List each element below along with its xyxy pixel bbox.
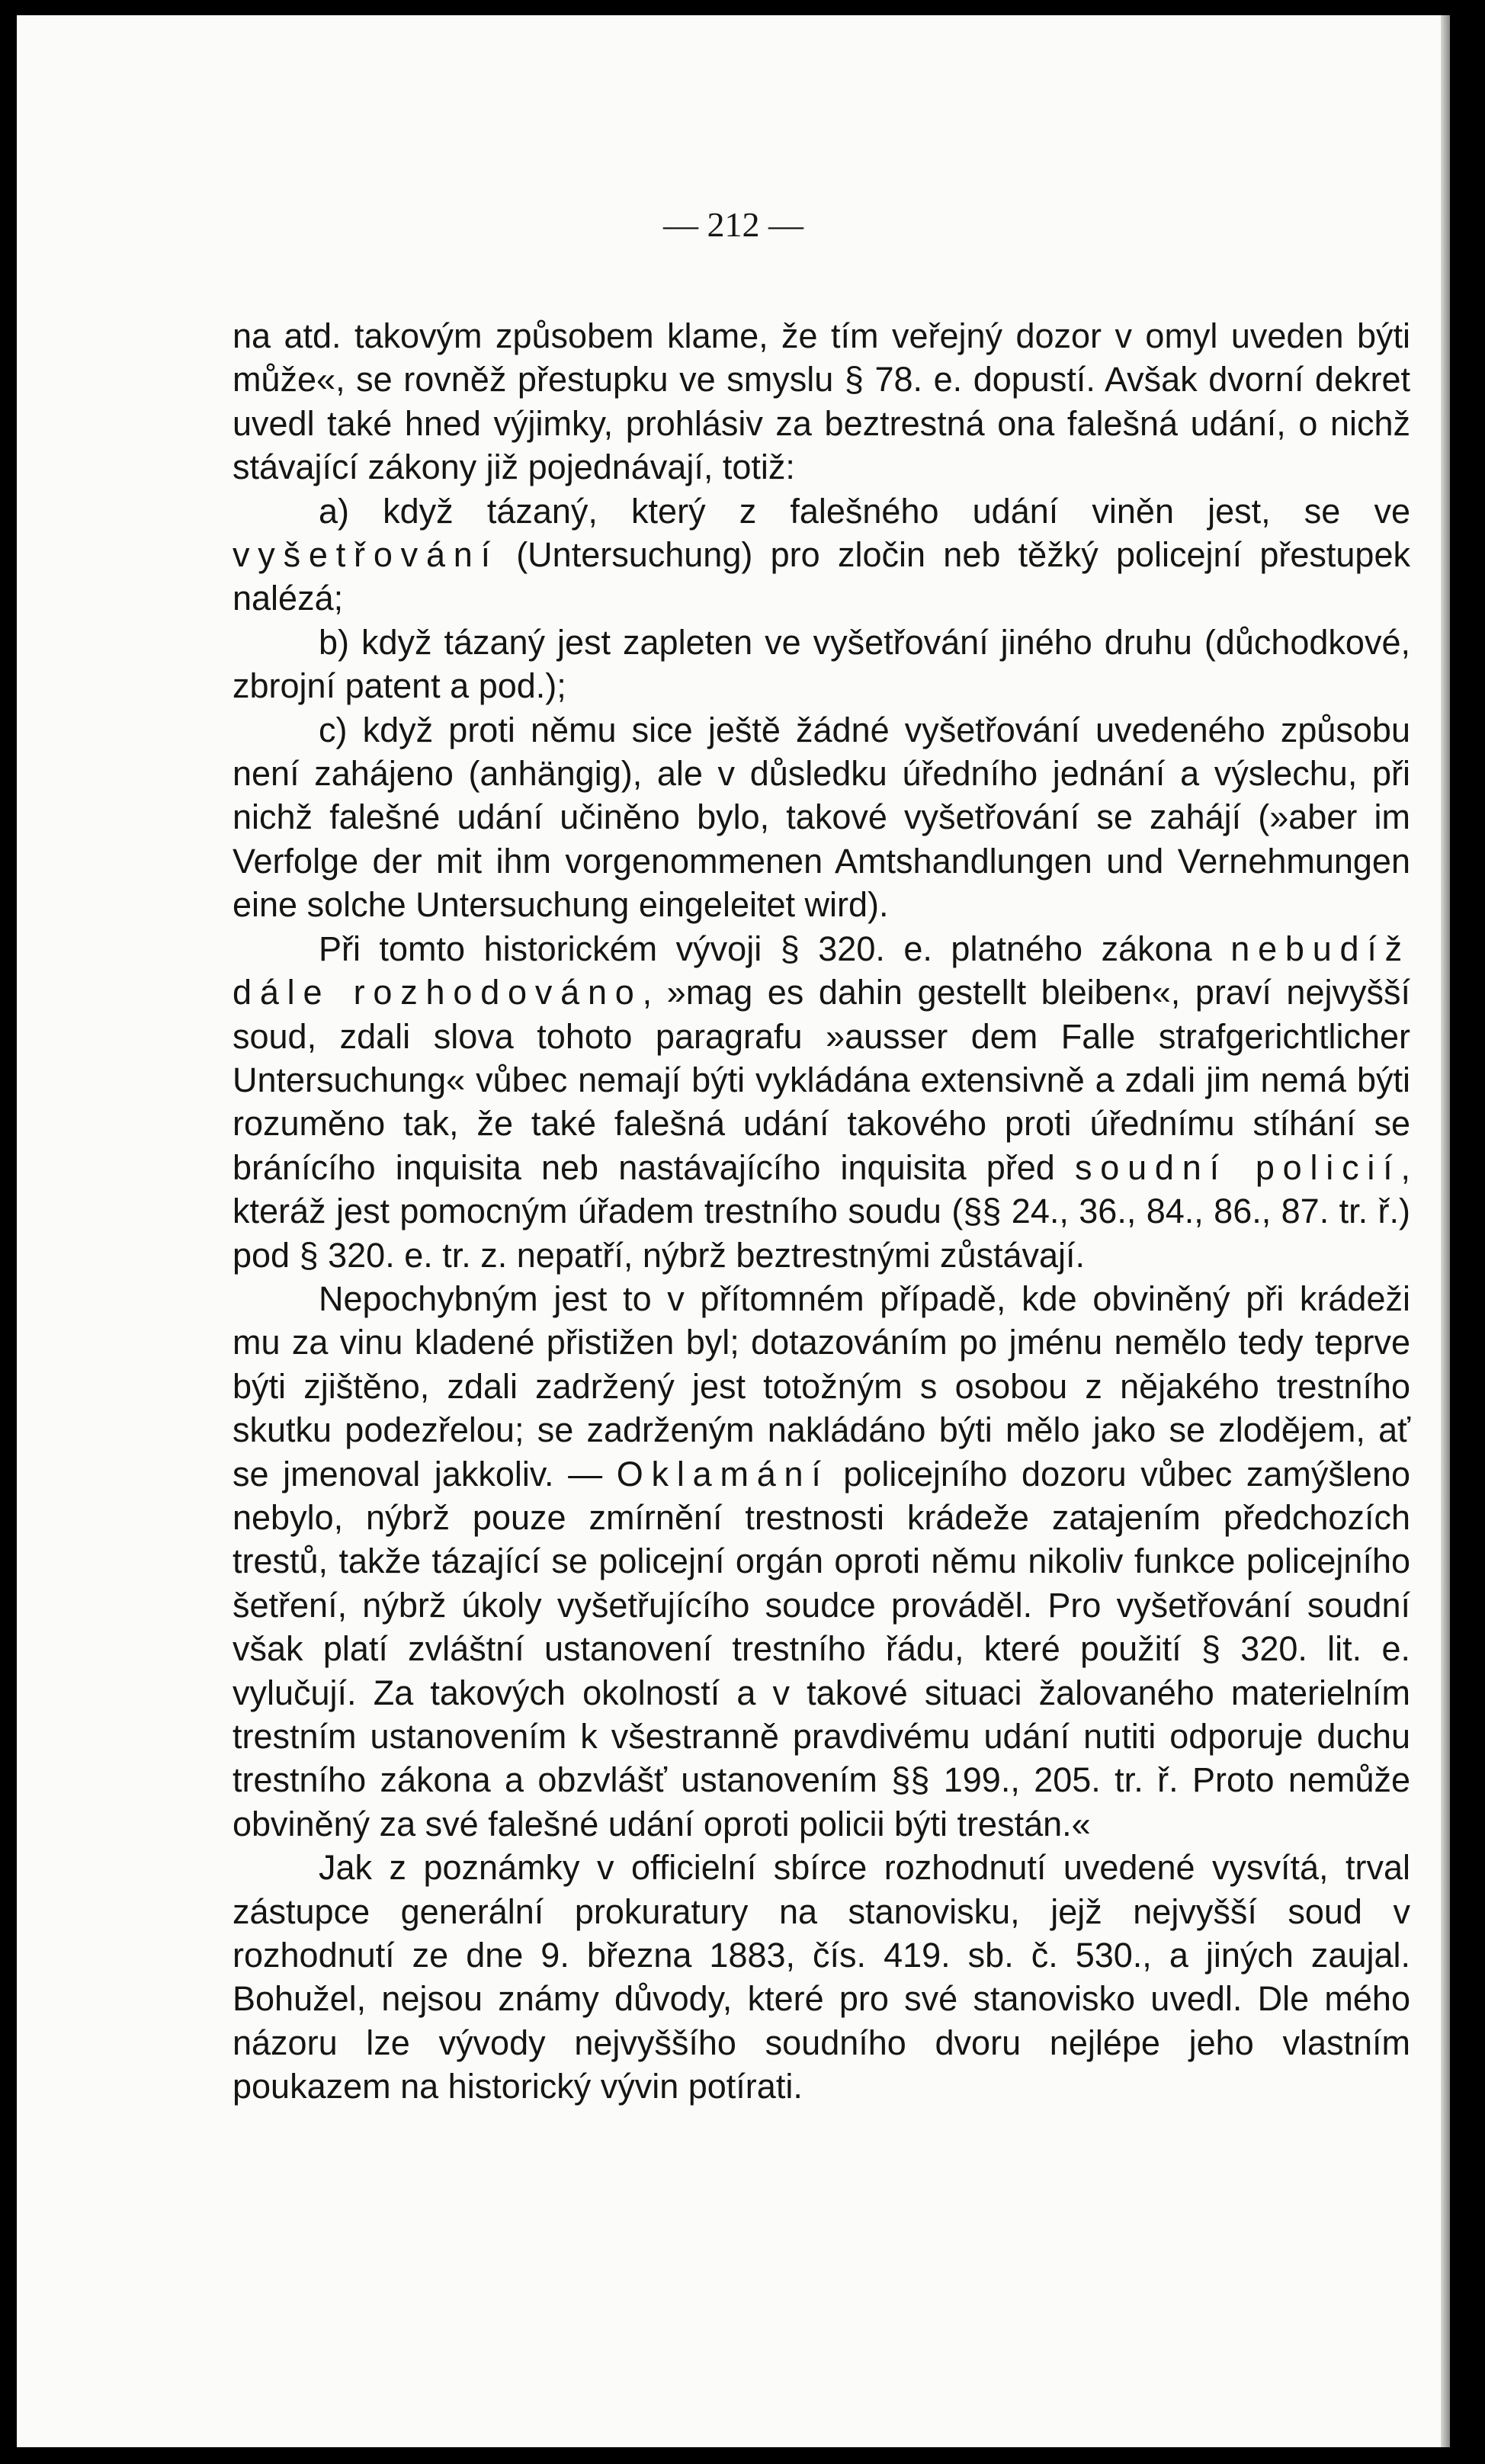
- spaced-term-vysetrovani: vyšetřování: [233, 535, 499, 575]
- paragraph-6-text-a: Nepochybným jest to v přítomném případě, kde obviněný při krádeži mu za vinu kladené přistižen byl; dotazováním po jménu nemělo tedy teprve býti zjištěno, zdali zadržený jest totožným s osobou z nějakého trestního skutku podezřelou; se zadrženým nakládáno býti mělo jako se zlodějem, ať se jmenoval jakkoliv. —: [233, 1279, 1410, 1493]
- paragraph-5-text-a: Při tomto historickém vývoji § 320. e. platného zákona: [319, 929, 1231, 968]
- spaced-term-nebudiz: nebudíž dále rozhodováno: [233, 929, 1410, 1012]
- body-text: [233, 314, 1410, 2109]
- paragraph-5-text-b: , »mag es dahin gestellt bleiben«, praví nejvyšší soud, zdali slova tohoto paragrafu »ausser dem Falle strafgerichtlicher Untersuchung« vůbec nemají býti vykládána extensivně a zdali jim nemá býti rozuměno tak, že také falešná udání takového proti úřednímu stíhání se bránícího inquisita neb nastávajícího inquisita před: [233, 973, 1410, 1187]
- page-number: — 212 —: [663, 205, 803, 244]
- spaced-term-oklamani: Oklamání: [616, 1454, 829, 1493]
- page-edge: [1441, 15, 1450, 2447]
- paragraph-5: [233, 927, 1410, 1277]
- paragraph-2-text-a: a) když tázaný, který z falešného udání viněn jest, se ve: [319, 491, 1410, 531]
- paragraph-7: Jak z poznámky v officielní sbírce rozhodnutí uvedené vysvítá, trval zástupce generální prokuratury na stanovisku, jejž nejvyšší soud v rozhodnutí ze dne 9. března 1883, čís. 419. sb. č. 530., a jiných zaujal. Bohužel, nejsou známy důvody, které pro své stanovisko uvedl. Dle mého názoru lze vývody nejvyššího soudního dvoru nejlépe jeho vlastním poukazem na historický vývin potírati.: [233, 1848, 1410, 2106]
- paragraph-2: [233, 489, 1410, 621]
- paragraph-6: [233, 1277, 1410, 1846]
- spaced-term-soudni-policii: soudní policií: [1074, 1147, 1401, 1187]
- paragraph-1: na atd. takovým způsobem klame, že tím veřejný dozor v omyl uveden býti může«, se rovněž přestupku ve smyslu § 78. e. dopustí. Avšak dvorní dekret uvedl také hned výjimky, prohlásiv za beztrestná ona falešná udání, o nichž stávající zákony již pojednávají, totiž:: [233, 316, 1410, 487]
- paragraph-4: c) když proti němu sice ještě žádné vyšetřování uvedeného způsobu není zahájeno (anhängig), ale v důsledku úředního jednání a výslechu, při nichž falešné udání učiněno bylo, takové vyšetřování se zahájí (»aber im Verfolge der mit ihm vorgenommenen Amtshandlungen und Vernehmungen eine solche Untersuchung eingeleitet wird).: [233, 710, 1410, 925]
- book-page: [17, 15, 1450, 2447]
- paragraph-3: b) když tázaný jest zapleten ve vyšetřování jiného druhu (důchodkové, zbrojní patent a pod.);: [233, 622, 1410, 706]
- paragraph-6-text-b: policejního dozoru vůbec zamýšleno nebylo, nýbrž pouze zmírnění trestnosti krádeže zatajením předchozích trestů, takže tázající se policejní orgán oproti němu nikoliv funkce policejního šetření, nýbrž úkoly vyšetřujícího soudce prováděl. Pro vyšetřování soudní však platí zvláštní ustanovení trestního řádu, které použití § 320. lit. e. vylučují. Za takových okolností a v takové situaci žalovaného materielním trestním ustanovením k všestranně pravdivému udání nutiti odporuje duchu trestního zákona a obzvlášť ustanovením §§ 199., 205. tr. ř. Proto nemůže obviněný za své falešné udání oproti policii býti trestán.«: [233, 1454, 1410, 1843]
- paragraph-2-text-b: (Untersuchung) pro zločin neb těžký policejní přestupek nalézá;: [233, 535, 1410, 618]
- paragraph-5-text-c: , kteráž jest pomocným úřadem trestního soudu (§§ 24., 36., 84., 86., 87. tr. ř.) pod § 320. e. tr. z. nepatří, nýbrž beztrestnými zůstávají.: [233, 1147, 1410, 1275]
